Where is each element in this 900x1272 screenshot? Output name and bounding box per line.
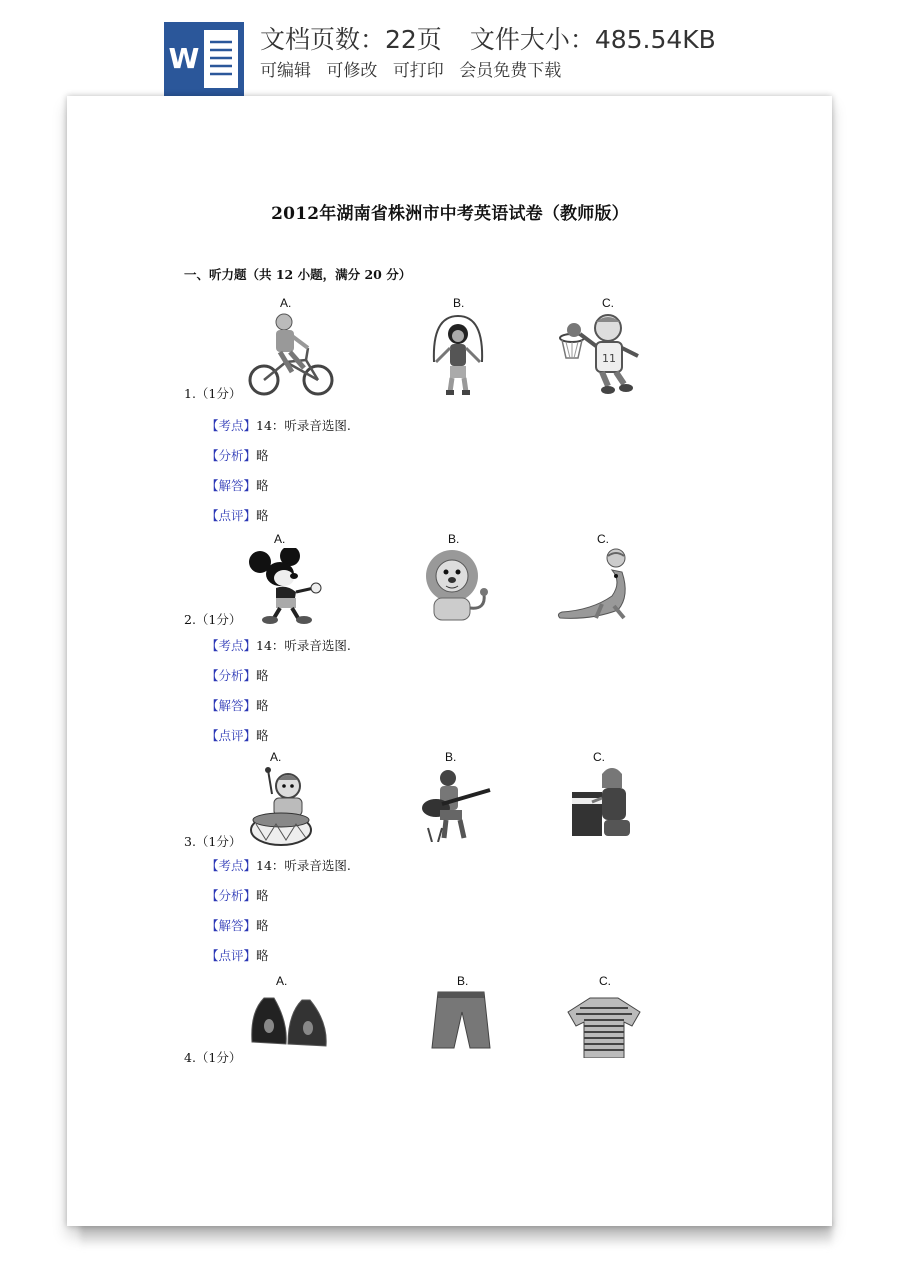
girl-playing-piano-image xyxy=(568,764,638,844)
option-label-c: C. xyxy=(602,296,614,310)
boy-riding-bicycle-image xyxy=(248,312,334,398)
shoes-image xyxy=(248,992,330,1050)
document-title: 2012年湖南省株洲市中考英语试卷（教师版） xyxy=(271,204,629,224)
dianping-tag: 【点评】 xyxy=(206,948,257,963)
seal-with-ball-image xyxy=(552,548,636,622)
jieda-text: 略 xyxy=(256,478,269,493)
jieda-tag: 【解答】 xyxy=(206,698,257,713)
fenxi-text: 略 xyxy=(256,888,269,903)
jieda-tag: 【解答】 xyxy=(206,918,257,933)
question-3-kaodian xyxy=(206,856,351,874)
kaodian-text: 14：听录音选图. xyxy=(256,858,351,873)
question-3-number: 3.（1分） xyxy=(184,834,242,849)
question-3-jieda xyxy=(206,916,269,934)
kaodian-text: 14：听录音选图. xyxy=(256,638,351,653)
feature-printable: 可打印 xyxy=(392,61,444,81)
svg-text:W: W xyxy=(168,42,200,75)
option-label-a: A. xyxy=(276,974,288,988)
feature-list xyxy=(260,56,571,81)
man-playing-guitar-image xyxy=(418,768,494,842)
option-label-c: C. xyxy=(599,974,611,988)
t-shirt-image xyxy=(566,996,642,1058)
dianping-text: 略 xyxy=(256,508,269,523)
boy-playing-drum-image xyxy=(248,766,314,846)
dianping-tag: 【点评】 xyxy=(206,728,257,743)
option-label-a: A. xyxy=(274,532,286,546)
option-label-c: C. xyxy=(597,532,609,546)
document-page xyxy=(67,96,832,1226)
file-info xyxy=(260,20,716,56)
jieda-text: 略 xyxy=(256,698,269,713)
question-2-dianping xyxy=(206,726,269,744)
fenxi-text: 略 xyxy=(256,668,269,683)
page-count: 文档页数：22页 xyxy=(260,25,442,54)
dianping-text: 略 xyxy=(256,728,269,743)
option-label-a: A. xyxy=(280,296,292,310)
question-2-jieda xyxy=(206,696,269,714)
lion-image xyxy=(418,546,492,624)
question-3-dianping xyxy=(206,946,269,964)
kaodian-tag: 【考点】 xyxy=(206,638,257,653)
jieda-text: 略 xyxy=(256,918,269,933)
question-2-number: 2.（1分） xyxy=(184,612,242,627)
fenxi-tag: 【分析】 xyxy=(206,668,257,683)
girl-jumping-rope-image xyxy=(428,312,488,398)
kaodian-tag: 【考点】 xyxy=(206,418,257,433)
download-banner xyxy=(0,0,900,100)
question-1-dianping xyxy=(206,506,269,524)
question-1-jieda xyxy=(206,476,269,494)
option-label-b: B. xyxy=(448,532,460,546)
word-icon xyxy=(164,22,244,96)
question-1-number: 1.（1分） xyxy=(184,386,242,401)
feature-free-download: 会员免费下载 xyxy=(459,61,562,81)
question-1-fenxi xyxy=(206,446,269,464)
dianping-tag: 【点评】 xyxy=(206,508,257,523)
fenxi-tag: 【分析】 xyxy=(206,448,257,463)
question-3-fenxi xyxy=(206,886,269,904)
option-label-b: B. xyxy=(445,750,457,764)
mickey-mouse-image xyxy=(246,548,328,624)
option-label-c: C. xyxy=(593,750,605,764)
svg-text:11: 11 xyxy=(602,352,616,365)
section-title: 一、听力题（共 12 小题，满分 20 分） xyxy=(184,267,412,282)
fenxi-text: 略 xyxy=(256,448,269,463)
kaodian-tag: 【考点】 xyxy=(206,858,257,873)
dianping-text: 略 xyxy=(256,948,269,963)
feature-editable: 可编辑 xyxy=(260,61,311,81)
option-label-b: B. xyxy=(453,296,465,310)
question-4-number: 4.（1分） xyxy=(184,1050,242,1065)
file-size: 文件大小：485.54KB xyxy=(469,25,716,54)
question-1-kaodian xyxy=(206,416,351,434)
question-2-fenxi xyxy=(206,666,269,684)
feature-modifiable: 可修改 xyxy=(326,61,378,81)
kaodian-text: 14：听录音选图. xyxy=(256,418,351,433)
question-2-kaodian xyxy=(206,636,351,654)
boy-playing-basketball-image xyxy=(556,312,644,398)
fenxi-tag: 【分析】 xyxy=(206,888,257,903)
option-label-b: B. xyxy=(457,974,469,988)
pants-image xyxy=(428,990,494,1052)
jieda-tag: 【解答】 xyxy=(206,478,257,493)
option-label-a: A. xyxy=(270,750,282,764)
